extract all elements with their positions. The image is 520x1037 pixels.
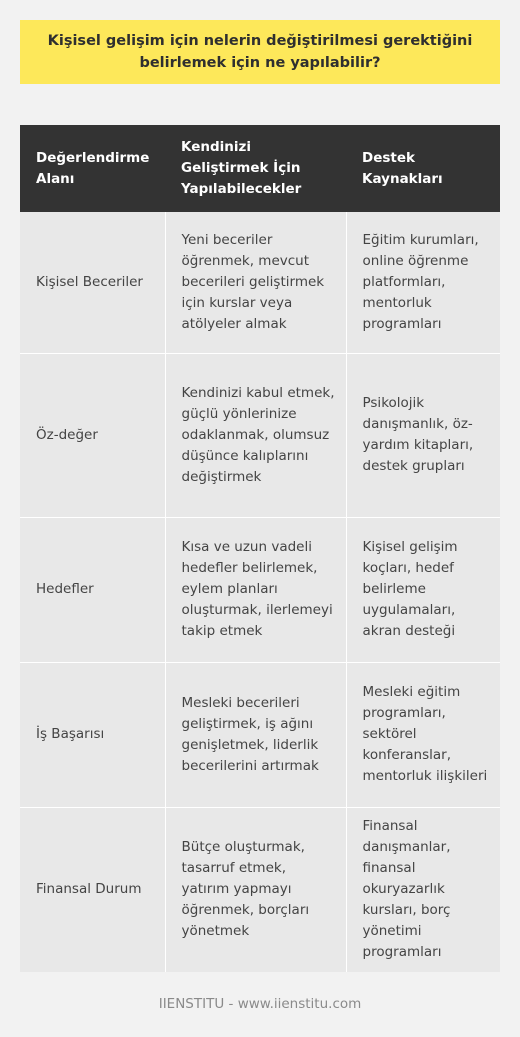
- cell-area: Kişisel Beceriler: [20, 212, 165, 353]
- table-row: [20, 807, 500, 972]
- header-area: Değerlendirme Alanı: [20, 125, 165, 212]
- cell-actions: Kısa ve uzun vadeli hedefler belirlemek, eylem planları oluşturmak, ilerlemeyi takip etmek: [165, 517, 346, 662]
- table-header-row: [20, 125, 500, 212]
- header-actions: Kendinizi Geliştirmek İçin Yapılabilecekler: [165, 125, 346, 212]
- cell-resources: Eğitim kurumları, online öğrenme platformları, mentorluk programları: [346, 212, 500, 353]
- cell-actions: Kendinizi kabul etmek, güçlü yönlerinize odaklanmak, olumsuz düşünce kalıplarını değiştirmek: [165, 353, 346, 517]
- cell-resources: Finansal danışmanlar, finansal okuryazarlık kursları, borç yönetimi programları: [346, 807, 500, 972]
- cell-resources: Kişisel gelişim koçları, hedef belirleme uygulamaları, akran desteği: [346, 517, 500, 662]
- table-row: [20, 353, 500, 517]
- cell-area: Hedefler: [20, 517, 165, 662]
- table-row: [20, 517, 500, 662]
- title-banner: [20, 20, 500, 84]
- header-resources: Destek Kaynakları: [346, 125, 500, 212]
- cell-actions: Mesleki becerileri geliştirmek, iş ağını genişletmek, liderlik becerilerini artırmak: [165, 662, 346, 807]
- table-row: [20, 212, 500, 353]
- cell-area: İş Başarısı: [20, 662, 165, 807]
- info-table: [20, 125, 500, 972]
- cell-resources: Mesleki eğitim programları, sektörel konferanslar, mentorluk ilişkileri: [346, 662, 500, 807]
- cell-area: Finansal Durum: [20, 807, 165, 972]
- cell-actions: Bütçe oluşturmak, tasarruf etmek, yatırım yapmayı öğrenmek, borçları yönetmek: [165, 807, 346, 972]
- cell-area: Öz-değer: [20, 353, 165, 517]
- cell-resources: Psikolojik danışmanlık, öz-yardım kitapları, destek grupları: [346, 353, 500, 517]
- cell-actions: Yeni beceriler öğrenmek, mevcut becerileri geliştirmek için kurslar veya atölyeler almak: [165, 212, 346, 353]
- page-title: Kişisel gelişim için nelerin değiştirilmesi gerektiğini belirlemek için ne yapılabilir?: [47, 33, 473, 71]
- table-row: [20, 662, 500, 807]
- footer-credit: IIENSTITU - www.iienstitu.com: [158, 996, 362, 1012]
